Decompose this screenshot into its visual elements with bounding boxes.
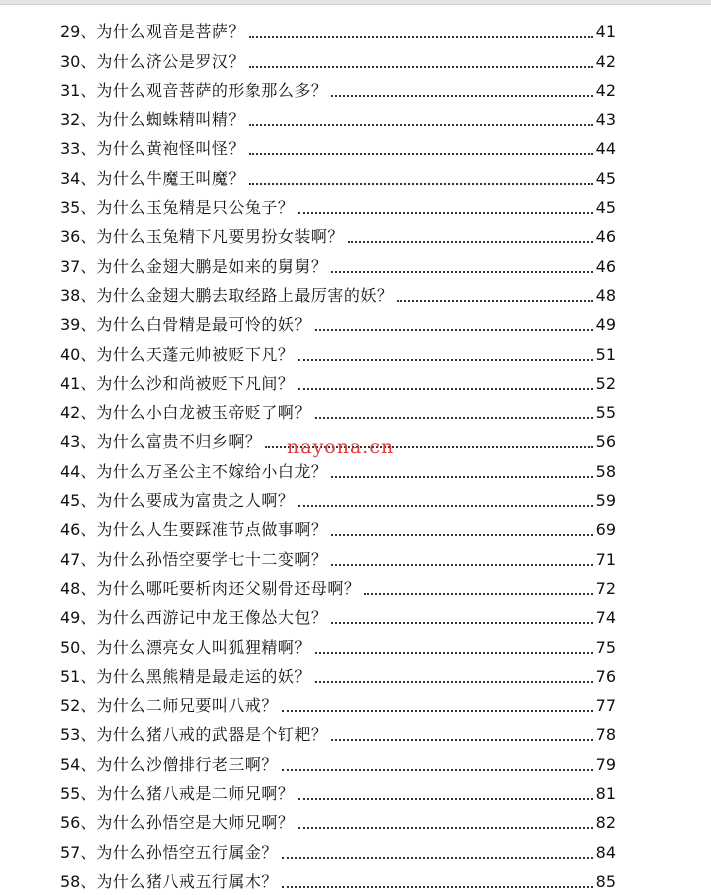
- entry-title: 为什么白骨精是最可怜的妖？: [96, 315, 311, 335]
- toc-entry[interactable]: [60, 628, 616, 657]
- entry-title: 为什么二师兄要叫八戒？: [96, 696, 278, 716]
- dot-leader: [249, 124, 593, 126]
- entry-page-number: 82: [595, 813, 616, 833]
- dot-leader: [298, 505, 592, 507]
- toc-entry[interactable]: [60, 775, 616, 804]
- entry-title: 为什么猪八戒的武器是个钉耙？: [96, 725, 328, 745]
- entry-title: 为什么金翅大鹏是如来的舅舅？: [96, 256, 328, 276]
- entry-number: 31、: [60, 80, 97, 100]
- toc-entry[interactable]: [60, 189, 616, 218]
- toc-entry[interactable]: [60, 482, 616, 511]
- entry-title: 为什么孙悟空是大师兄啊？: [96, 813, 295, 833]
- entry-page-number: 46: [595, 256, 616, 276]
- entry-title: 为什么要成为富贵之人啊？: [96, 491, 295, 511]
- dot-leader: [282, 857, 593, 859]
- entry-title: 为什么孙悟空要学七十二变啊？: [96, 549, 328, 569]
- toc-entry[interactable]: [60, 511, 616, 540]
- entry-title: 为什么济公是罗汉？: [96, 51, 245, 71]
- dot-leader: [348, 241, 593, 243]
- entry-number: 48、: [60, 578, 97, 598]
- dot-leader: [315, 681, 593, 683]
- dot-leader: [282, 886, 593, 888]
- entry-page-number: 45: [595, 168, 616, 188]
- entry-number: 54、: [60, 754, 97, 774]
- entry-page-number: 77: [595, 696, 616, 716]
- entry-page-number: 75: [595, 637, 616, 657]
- entry-page-number: 43: [595, 110, 616, 130]
- entry-number: 56、: [60, 813, 97, 833]
- entry-number: 38、: [60, 285, 97, 305]
- dot-leader: [331, 739, 592, 741]
- entry-number: 46、: [60, 520, 97, 540]
- toc-entry[interactable]: [60, 13, 616, 42]
- toc-entry[interactable]: [60, 745, 616, 774]
- toc-entry[interactable]: [60, 72, 616, 101]
- dot-leader: [397, 300, 592, 302]
- entry-title: 为什么猪八戒五行属木？: [96, 871, 278, 891]
- entry-page-number: 71: [595, 549, 616, 569]
- dot-leader: [249, 183, 593, 185]
- entry-title: 为什么金翅大鹏去取经路上最厉害的妖？: [96, 285, 394, 305]
- entry-number: 57、: [60, 842, 97, 862]
- entry-title: 为什么黄袍怪叫怪？: [96, 139, 245, 159]
- dot-leader: [249, 36, 593, 38]
- entry-title: 为什么玉兔精是只公兔子？: [96, 198, 295, 218]
- entry-title: 为什么万圣公主不嫁给小白龙？: [96, 461, 328, 481]
- entry-title: 为什么人生要踩准节点做事啊？: [96, 520, 328, 540]
- toc-entry[interactable]: [60, 306, 616, 335]
- dot-leader: [331, 622, 592, 624]
- entry-number: 47、: [60, 549, 97, 569]
- entry-title: 为什么小白龙被玉帝贬了啊？: [96, 403, 311, 423]
- toc-entry[interactable]: [60, 394, 616, 423]
- dot-leader: [331, 476, 592, 478]
- entry-number: 35、: [60, 198, 97, 218]
- entry-number: 51、: [60, 666, 97, 686]
- entry-page-number: 59: [595, 491, 616, 511]
- toc-entry[interactable]: [60, 277, 616, 306]
- toc-entry[interactable]: [60, 804, 616, 833]
- entry-number: 53、: [60, 725, 97, 745]
- entry-page-number: 74: [595, 608, 616, 628]
- dot-leader: [282, 710, 593, 712]
- entry-page-number: 85: [595, 871, 616, 891]
- entry-page-number: 42: [595, 80, 616, 100]
- entry-number: 36、: [60, 227, 97, 247]
- entry-page-number: 55: [595, 403, 616, 423]
- entry-number: 42、: [60, 403, 97, 423]
- toc-entry[interactable]: [60, 658, 616, 687]
- entry-number: 50、: [60, 637, 97, 657]
- dot-leader: [298, 388, 592, 390]
- entry-number: 33、: [60, 139, 97, 159]
- entry-page-number: 81: [595, 784, 616, 804]
- entry-title: 为什么西游记中龙王像怂大包？: [96, 608, 328, 628]
- toc-entry[interactable]: [60, 247, 616, 276]
- entry-title: 为什么玉兔精下凡要男扮女装啊？: [96, 227, 344, 247]
- toc-entry[interactable]: [60, 599, 616, 628]
- toc-entry[interactable]: [60, 130, 616, 159]
- entry-number: 29、: [60, 22, 97, 42]
- toc-entry[interactable]: [60, 335, 616, 364]
- dot-leader: [298, 827, 592, 829]
- entry-number: 34、: [60, 168, 97, 188]
- entry-title: 为什么观音是菩萨？: [96, 22, 245, 42]
- watermark-text: nayona.cn: [287, 436, 395, 458]
- entry-number: 55、: [60, 784, 97, 804]
- entry-title: 为什么漂亮女人叫狐狸精啊？: [96, 637, 311, 657]
- toc-entry[interactable]: [60, 863, 616, 892]
- entry-page-number: 79: [595, 754, 616, 774]
- top-border: [0, 0, 711, 5]
- entry-number: 43、: [60, 432, 97, 452]
- dot-leader: [331, 271, 592, 273]
- entry-title: 为什么牛魔王叫魔？: [96, 168, 245, 188]
- entry-number: 40、: [60, 344, 97, 364]
- dot-leader: [331, 564, 592, 566]
- toc-entry[interactable]: [60, 716, 616, 745]
- dot-leader: [364, 593, 592, 595]
- entry-number: 37、: [60, 256, 97, 276]
- entry-title: 为什么沙和尚被贬下凡间？: [96, 373, 295, 393]
- entry-page-number: 84: [595, 842, 616, 862]
- toc-entry[interactable]: [60, 365, 616, 394]
- toc-entry[interactable]: [60, 218, 616, 247]
- entry-number: 39、: [60, 315, 97, 335]
- dot-leader: [315, 329, 593, 331]
- dot-leader: [249, 153, 593, 155]
- dot-leader: [315, 417, 593, 419]
- toc-entry[interactable]: [60, 101, 616, 130]
- entry-title: 为什么猪八戒是二师兄啊？: [96, 784, 295, 804]
- entry-title: 为什么富贵不归乡啊？: [96, 432, 262, 452]
- dot-leader: [249, 66, 593, 68]
- entry-page-number: 51: [595, 344, 616, 364]
- entry-title: 为什么孙悟空五行属金？: [96, 842, 278, 862]
- entry-page-number: 42: [595, 51, 616, 71]
- entry-page-number: 76: [595, 666, 616, 686]
- entry-page-number: 69: [595, 520, 616, 540]
- entry-number: 49、: [60, 608, 97, 628]
- toc-entry[interactable]: [60, 42, 616, 71]
- entry-page-number: 78: [595, 725, 616, 745]
- entry-title: 为什么观音菩萨的形象那么多？: [96, 80, 328, 100]
- dot-leader: [315, 652, 593, 654]
- entry-number: 58、: [60, 871, 97, 891]
- entry-page-number: 72: [595, 578, 616, 598]
- entry-number: 44、: [60, 461, 97, 481]
- dot-leader: [331, 534, 592, 536]
- entry-page-number: 41: [595, 22, 616, 42]
- entry-page-number: 44: [595, 139, 616, 159]
- entry-page-number: 48: [595, 285, 616, 305]
- entry-title: 为什么沙僧排行老三啊？: [96, 754, 278, 774]
- entry-number: 30、: [60, 51, 97, 71]
- entry-title: 为什么天蓬元帅被贬下凡？: [96, 344, 295, 364]
- entry-number: 41、: [60, 373, 97, 393]
- toc-entry[interactable]: [60, 159, 616, 188]
- entry-number: 45、: [60, 491, 97, 511]
- dot-leader: [298, 212, 592, 214]
- dot-leader: [282, 769, 593, 771]
- entry-title: 为什么蜘蛛精叫精？: [96, 110, 245, 130]
- toc-entry[interactable]: [60, 570, 616, 599]
- entry-page-number: 46: [595, 227, 616, 247]
- entry-page-number: 45: [595, 198, 616, 218]
- entry-page-number: 58: [595, 461, 616, 481]
- toc-entry[interactable]: [60, 833, 616, 862]
- dot-leader: [298, 798, 592, 800]
- entry-page-number: 56: [595, 432, 616, 452]
- entry-title: 为什么哪吒要析肉还父剔骨还母啊？: [96, 578, 361, 598]
- dot-leader: [331, 95, 592, 97]
- toc-entry[interactable]: [60, 687, 616, 716]
- entry-number: 52、: [60, 696, 97, 716]
- entry-page-number: 52: [595, 373, 616, 393]
- entry-page-number: 49: [595, 315, 616, 335]
- entry-number: 32、: [60, 110, 97, 130]
- dot-leader: [298, 359, 592, 361]
- toc-entry[interactable]: [60, 540, 616, 569]
- entry-title: 为什么黑熊精是最走运的妖？: [96, 666, 311, 686]
